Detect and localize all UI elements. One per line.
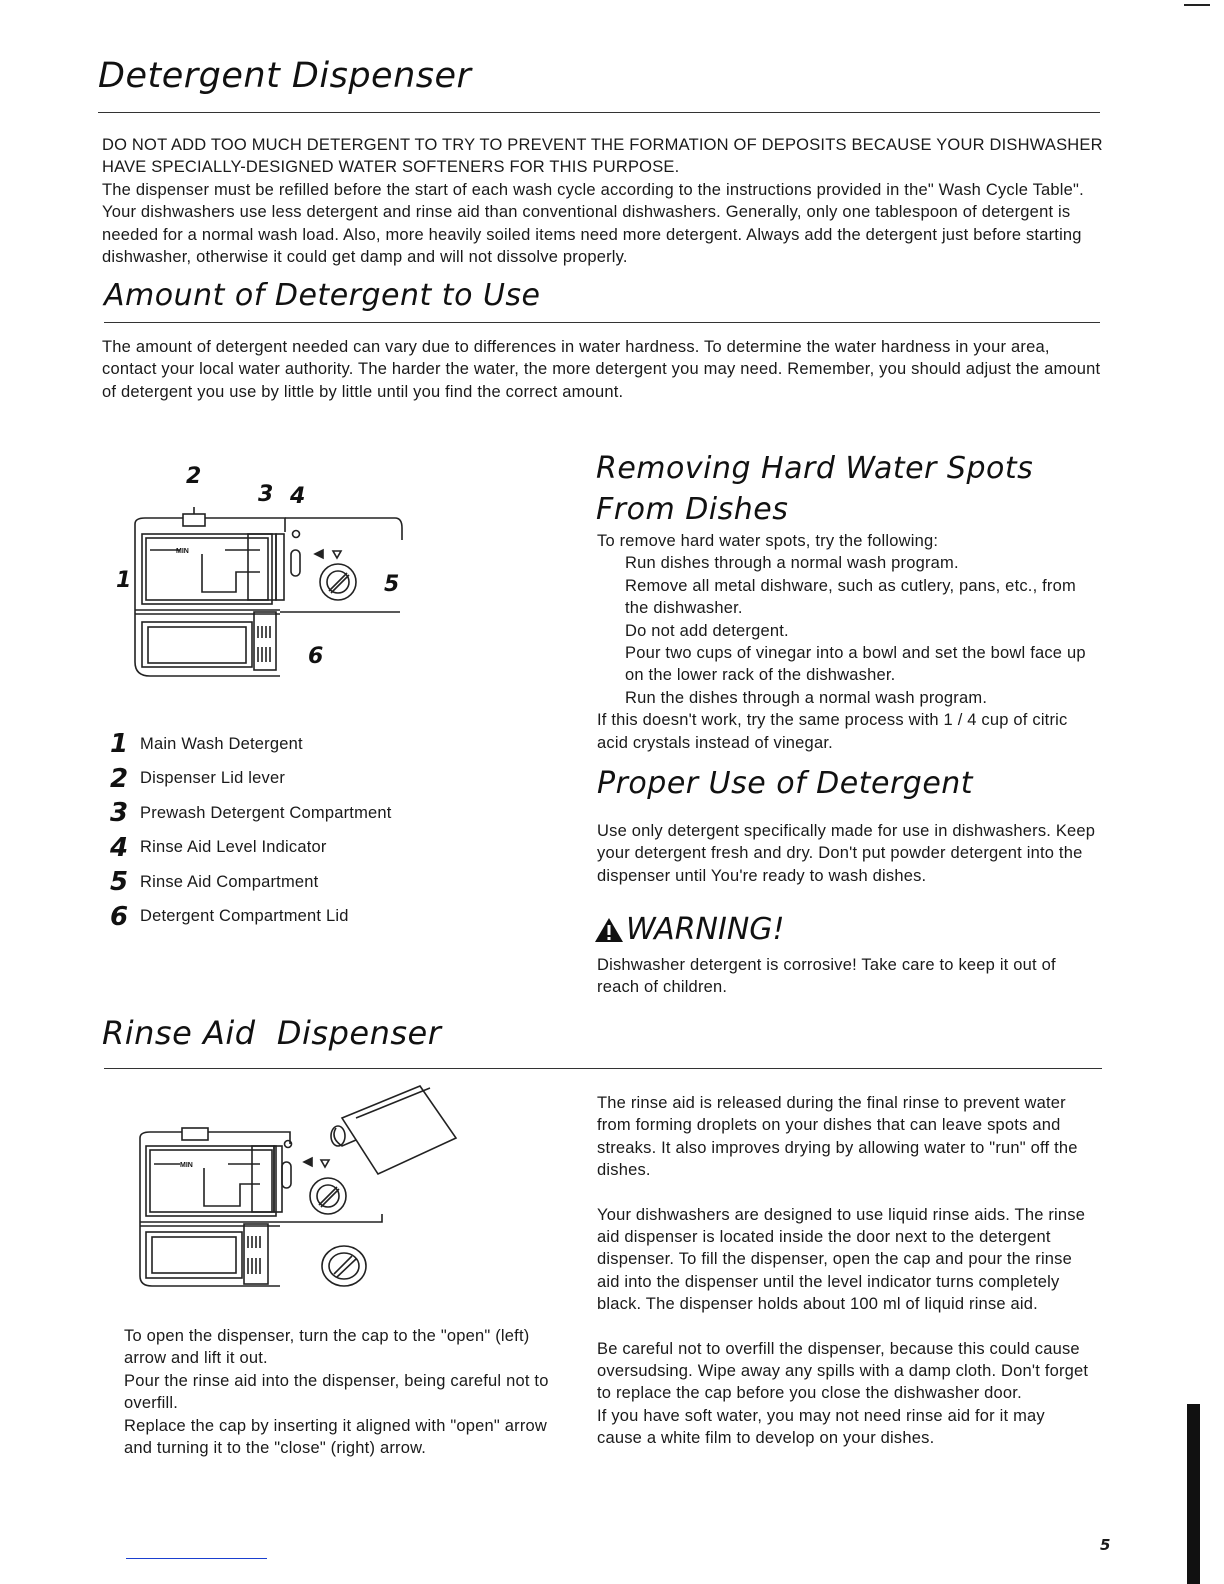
title-divider xyxy=(98,112,1100,113)
rinse-aid-instructions xyxy=(124,1325,564,1459)
footer-line xyxy=(126,1558,267,1559)
rinse-aid-paragraph: The rinse aid is released during the final rinse to prevent water from forming droplets on your dishes that can leave spots and streaks. It also improves drying by allowing water to "run" off the dishes. xyxy=(597,1094,1078,1180)
hard-water-step: Do not add detergent. xyxy=(625,621,789,640)
hard-water-outro: If this doesn't work, try the same process with 1 / 4 cup of citric acid crystals instead of vinegar. xyxy=(597,711,1068,752)
min-label: MIN xyxy=(180,1162,193,1169)
callout-3: 3 xyxy=(258,482,274,507)
section-title-detergent-dispenser: Detergent Dispenser xyxy=(98,56,472,96)
warning-triangle-icon xyxy=(594,917,624,943)
legend-item: 1 Main Wash Detergent xyxy=(110,729,303,760)
legend-item: 6 Detergent Compartment Lid xyxy=(110,901,349,932)
corner-mark xyxy=(1184,4,1210,6)
rinse-aid-step: To open the dispenser, turn the cap to the "open" (left) arrow and lift it out. xyxy=(124,1327,530,1368)
rinse-aid-step: Replace the cap by inserting it aligned with "open" arrow and turning it to the "close" (right) arrow. xyxy=(124,1416,548,1458)
rinse-aid-step: Pour the rinse aid into the dispenser, being careful not to overfill. xyxy=(124,1371,549,1413)
title-divider xyxy=(104,322,1100,323)
warning-text: Dishwasher detergent is corrosive! Take care to keep it out of reach of children. xyxy=(597,956,1056,997)
page-number: 5 xyxy=(1100,1536,1111,1554)
warning-heading xyxy=(594,912,785,947)
rinse-aid-paragraph: If you have soft water, you may not need rinse aid for it may cause a white film to develop on your dishes. xyxy=(597,1406,1045,1448)
warning-title: WARNING! xyxy=(626,912,785,947)
refill-paragraph: The dispenser must be refilled before the start of each wash cycle according to the instructions provided in the" Wash Cycle Table". Your dishwashers use less detergent and rinse aid than conventional dishwashers. Generally, only one tablespoon of detergent is needed for a normal wash load. Also, more heavily soiled items need more detergent. Always add the detergent just before starting dishwasher, otherwise it could get damp and will not dissolve properly. xyxy=(102,180,1084,267)
section-title-proper-use: Proper Use of Detergent xyxy=(597,766,974,801)
hard-water-title-line1: Removing Hard Water Spots xyxy=(596,451,1034,486)
min-label: MIN xyxy=(176,548,189,555)
section-title-rinse-aid: Rinse Aid Dispenser xyxy=(102,1014,442,1052)
hard-water-step: Run dishes through a normal wash program. xyxy=(625,554,959,573)
legend-item: 3 Prewash Detergent Compartment xyxy=(110,798,392,829)
hard-water-intro: To remove hard water spots, try the following: xyxy=(597,532,939,550)
hard-water-text xyxy=(597,530,1097,754)
proper-use-paragraph: Use only detergent specifically made for use in dishwashers. Keep your detergent fresh and dry. Don't put powder detergent into the dispenser until You're ready to wash dishes. xyxy=(597,822,1096,885)
rinse-aid-paragraph: Be careful not to overfill the dispenser, because this could cause oversudsing. Wipe away any spills with a damp cloth. Don't forget to replace the cap before you close the dishwasher door. xyxy=(597,1339,1089,1403)
caps-warning-paragraph: DO NOT ADD TOO MUCH DETERGENT TO TRY TO PREVENT THE FORMATION OF DEPOSITS BECAUSE YOUR DISHWASHER HAVE SPECIALLY-DESIGNED WATER SOFTENERS FOR THIS PURPOSE. xyxy=(102,136,1103,177)
callout-1: 1 xyxy=(116,568,132,593)
callout-6: 6 xyxy=(308,644,324,669)
hard-water-title-line2: From Dishes xyxy=(596,492,789,527)
detergent-dispenser-text xyxy=(102,134,1104,268)
hard-water-step: Remove all metal dishware, such as cutlery, pans, etc., from the dishwasher. xyxy=(625,576,1076,618)
legend-item: 5 Rinse Aid Compartment xyxy=(110,867,319,898)
diagram-legend xyxy=(110,727,450,934)
callout-4: 4 xyxy=(290,484,306,509)
legend-item: 2 Dispenser Lid lever xyxy=(110,763,286,794)
section-title-amount-of-detergent: Amount of Detergent to Use xyxy=(104,278,541,313)
title-divider xyxy=(104,1068,1102,1069)
rinse-aid-diagram xyxy=(130,1078,470,1298)
rinse-aid-description xyxy=(597,1092,1089,1450)
hard-water-step: Pour two cups of vinegar into a bowl and set the bowl face up on the lower rack of the dishwasher. xyxy=(625,644,1086,685)
rinse-aid-paragraph: Your dishwashers are designed to use liquid rinse aids. The rinse aid dispenser is located inside the door next to the detergent dispenser. To fill the dispenser, open the cap and pour the rinse aid into the dispenser until the level indicator turns completely black. The dispenser holds about 100 ml of liquid rinse aid. xyxy=(597,1205,1086,1314)
section-title-hard-water xyxy=(596,448,1033,530)
callout-2: 2 xyxy=(186,464,202,489)
legend-item: 4 Rinse Aid Level Indicator xyxy=(110,832,327,863)
hard-water-step: Run the dishes through a normal wash program. xyxy=(625,688,988,707)
callout-5: 5 xyxy=(384,572,400,597)
edge-bar xyxy=(1187,1404,1200,1584)
amount-paragraph: The amount of detergent needed can vary due to differences in water hardness. To determine the water hardness in your area, contact your local water authority. The harder the water, the more detergent you may need. Remember, you should adjust the amount of detergent you use by little by little until you find the correct amount. xyxy=(102,338,1101,401)
